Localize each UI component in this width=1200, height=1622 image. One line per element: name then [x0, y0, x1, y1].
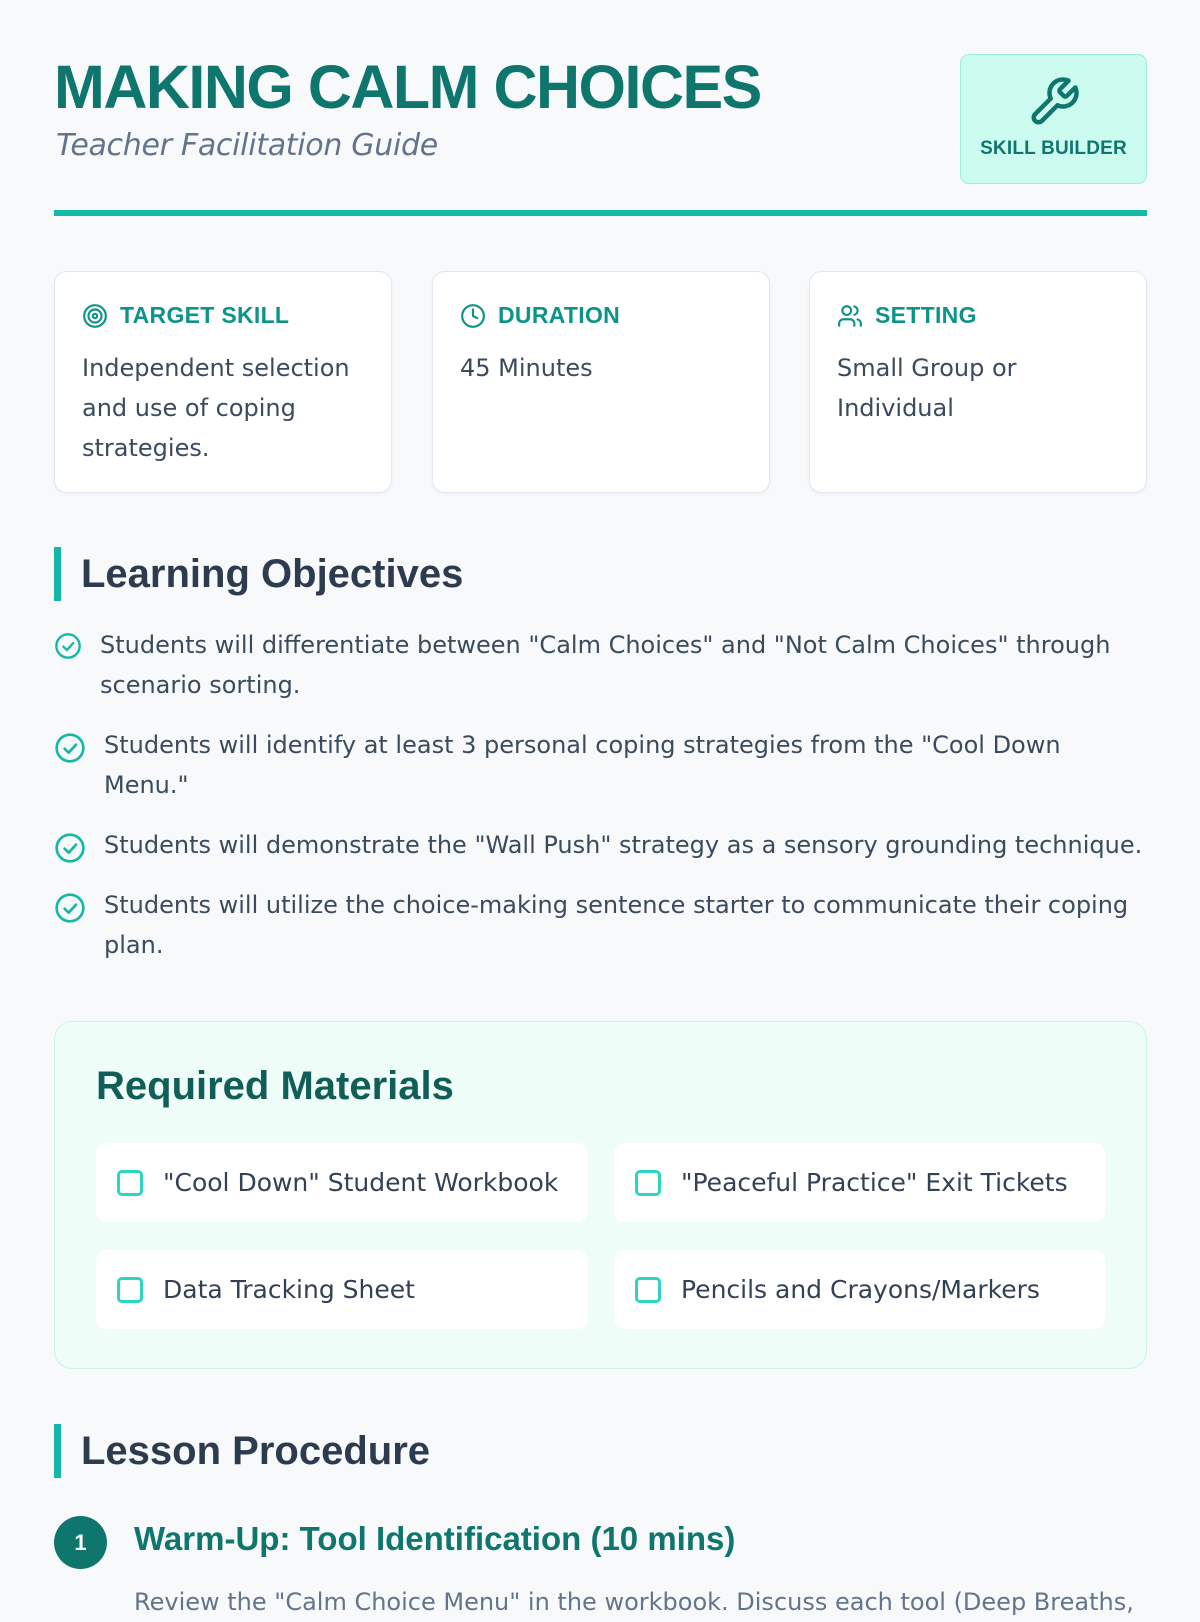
badge-label: SKILL BUILDER	[980, 138, 1127, 159]
material-item[interactable]	[96, 1250, 587, 1329]
setting-card	[809, 271, 1147, 493]
objective-text: Students will differentiate between "Calm Choices" and "Not Calm Choices" through scenario sorting.	[100, 631, 1111, 699]
check-circle-icon	[54, 732, 86, 764]
objective-item	[54, 825, 1147, 865]
material-item[interactable]	[96, 1143, 587, 1222]
duration-card	[432, 271, 770, 493]
page-subtitle: Teacher Facilitation Guide	[56, 128, 438, 163]
material-checkbox[interactable]	[635, 1277, 661, 1303]
objectives-list	[54, 625, 1147, 985]
objectives-heading: Learning Objectives	[54, 547, 463, 601]
info-cards	[54, 271, 1147, 493]
material-checkbox[interactable]	[635, 1170, 661, 1196]
objective-item	[54, 725, 1147, 805]
card-title: TARGET SKILL	[120, 302, 290, 328]
check-circle-icon	[54, 832, 86, 864]
material-checkbox[interactable]	[117, 1277, 143, 1303]
material-item[interactable]	[614, 1250, 1105, 1329]
card-body: Independent selection and use of coping strategies.	[82, 354, 350, 462]
material-label: "Peaceful Practice" Exit Tickets	[681, 1168, 1068, 1197]
page-header	[54, 0, 1147, 218]
target-icon	[82, 303, 108, 329]
materials-panel	[54, 1021, 1147, 1369]
materials-heading: Required Materials	[96, 1064, 454, 1108]
wrench-icon	[1027, 75, 1081, 129]
objective-text: Students will utilize the choice-making sentence starter to communicate their coping plan.	[104, 891, 1129, 959]
card-body: 45 Minutes	[460, 354, 593, 382]
material-label: Data Tracking Sheet	[163, 1275, 415, 1304]
header-divider	[54, 210, 1147, 216]
skill-builder-badge	[960, 54, 1147, 184]
card-title: DURATION	[498, 302, 621, 328]
clock-icon	[460, 303, 486, 329]
target-skill-card	[54, 271, 392, 493]
check-circle-icon	[54, 892, 86, 924]
material-label: "Cool Down" Student Workbook	[163, 1168, 559, 1197]
material-label: Pencils and Crayons/Markers	[681, 1275, 1040, 1304]
guide-page	[54, 0, 1147, 1616]
step-title: Warm-Up: Tool Identification (10 mins)	[134, 1520, 736, 1557]
objective-text: Students will demonstrate the "Wall Push" strategy as a sensory grounding technique.	[104, 831, 1143, 859]
objective-item	[54, 625, 1147, 705]
card-title: SETTING	[875, 302, 977, 328]
users-icon	[837, 303, 863, 329]
objective-item	[54, 885, 1147, 965]
step-body: Review the "Calm Choice Menu" in the workbook. Discuss each tool (Deep Breaths,	[134, 1588, 1134, 1616]
page-title: MAKING CALM CHOICES	[54, 53, 761, 121]
procedure-heading: Lesson Procedure	[54, 1424, 430, 1478]
material-item[interactable]	[614, 1143, 1105, 1222]
card-body: Small Group or Individual	[837, 354, 1017, 422]
step-number: 1	[54, 1516, 107, 1569]
objective-text: Students will identify at least 3 personal coping strategies from the "Cool Down Menu."	[104, 731, 1061, 799]
check-circle-icon	[54, 632, 82, 660]
material-checkbox[interactable]	[117, 1170, 143, 1196]
